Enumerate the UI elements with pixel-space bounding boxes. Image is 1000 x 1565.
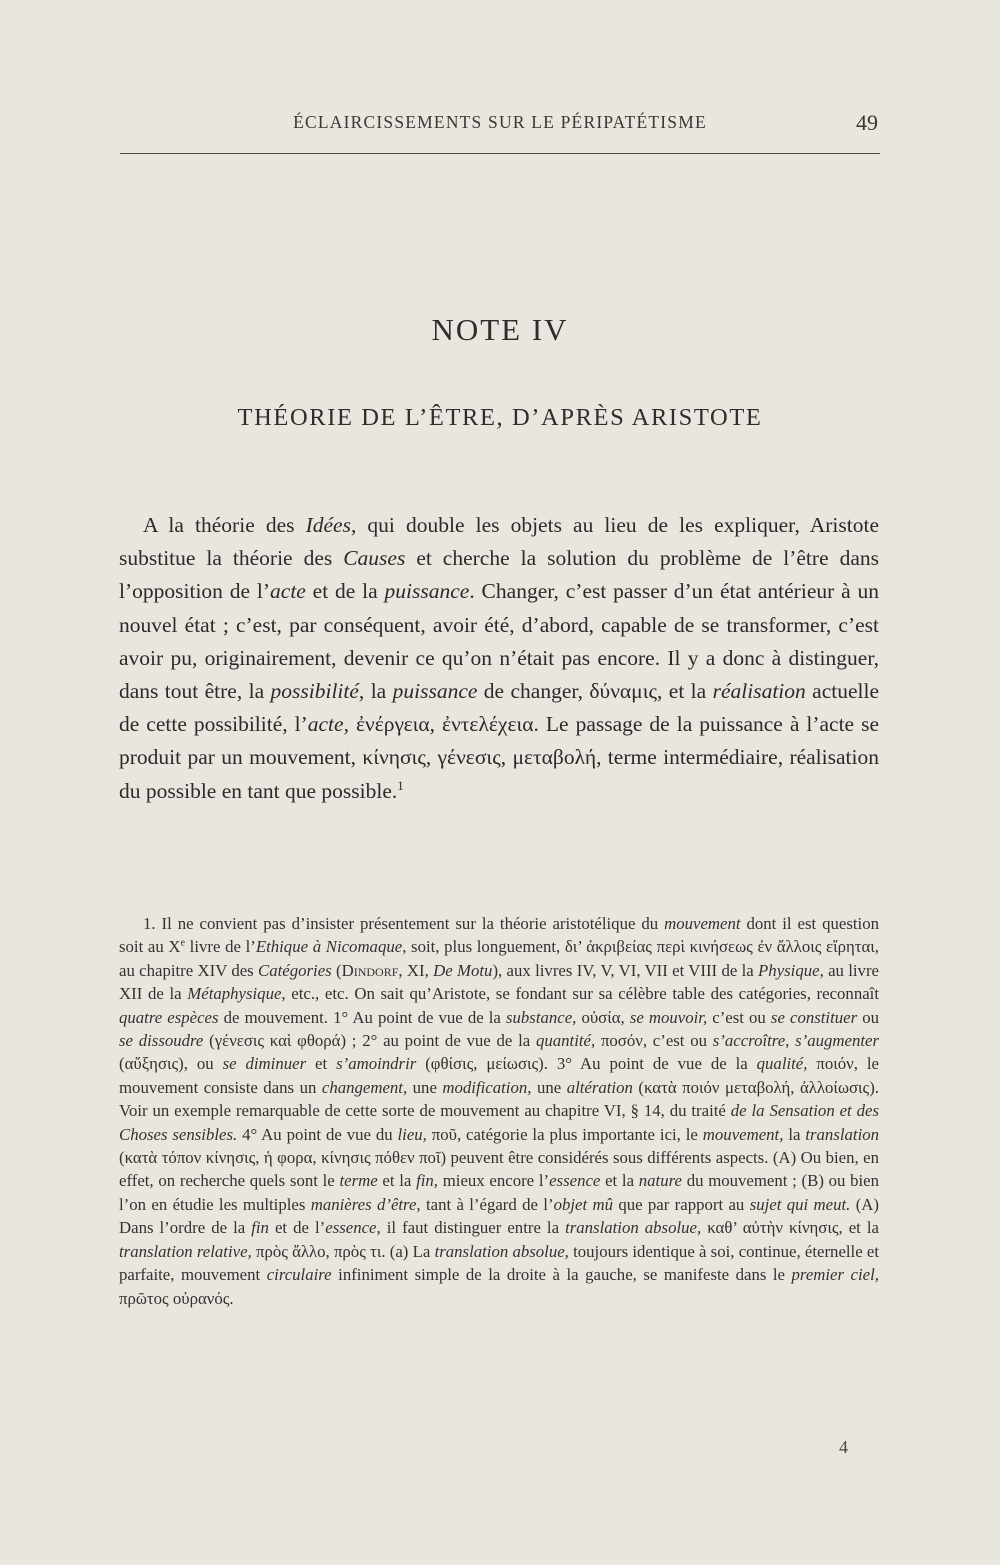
running-head bbox=[120, 112, 880, 142]
footnote-italic-run: lieu, bbox=[397, 1124, 427, 1144]
footnote-italic-run: se mouvoir, bbox=[629, 1007, 708, 1027]
footnote bbox=[119, 912, 879, 1310]
author-name: Dindorf bbox=[341, 960, 399, 980]
body-text-run: de changer, δύναμις, et la bbox=[477, 679, 713, 704]
footnote-text-run: 4° Au point de vue du bbox=[237, 1124, 398, 1144]
superscript: e bbox=[180, 937, 186, 949]
footnote-italic-run: fin bbox=[251, 1218, 269, 1238]
footnote-text-run: (φθίσις, μείωσις). 3° Au point de vue de la bbox=[416, 1054, 757, 1074]
footnote-italic-run: mouvement, bbox=[702, 1124, 784, 1144]
footnote-text-run: du mouvement ; (B) ou bien l’on en étudie les multiples bbox=[119, 1171, 880, 1214]
footnote-text-run: ποσόν, c’est ou bbox=[595, 1031, 713, 1051]
page-number: 49 bbox=[856, 110, 878, 135]
body-text-run: et cherche la solution du problème de l’être dans l’opposition de l’ bbox=[119, 546, 879, 604]
footnote-text-run: ou bbox=[857, 1007, 880, 1027]
header-rule bbox=[120, 153, 880, 154]
footnote-italic-run: Ethique à Nicomaque bbox=[255, 937, 403, 957]
footnote-text-run: une bbox=[407, 1077, 443, 1097]
footnote-text-run: , soit, plus longuement, δι’ ἀκριβείας περὶ κινήσεως ἐν ἄλλοις εἴρηται, au chapitre XIV des bbox=[119, 937, 879, 980]
footnote-text-run: et la bbox=[377, 1171, 417, 1191]
footnote-italic-run: se diminuer bbox=[222, 1054, 307, 1074]
footnote-text-run: (κατὰ τόπον κίνησις, ἡ φορα, κίνησις πόθεν ποῖ) peuvent être considérés sous différents aspects. (A) Ou bien, en effet, on recherche quels sont le bbox=[119, 1148, 879, 1191]
footnote-text-run: il faut distinguer entre la bbox=[380, 1218, 566, 1238]
footnote-italic-run: s’accroître, s’augmenter bbox=[712, 1031, 879, 1051]
footnote-text-run: (γένεσις καὶ φθορά) ; 2° au point de vue de la bbox=[203, 1031, 536, 1051]
footnote-text-run: mieux encore l’ bbox=[438, 1171, 550, 1191]
footnote-italic-run: altération bbox=[566, 1077, 633, 1097]
footnote-text-run: πρῶτος οὐρανός. bbox=[119, 1288, 234, 1308]
footnote-italic-run: substance, bbox=[505, 1007, 577, 1027]
footnote-italic-run: nature bbox=[638, 1171, 682, 1191]
footnote-italic-run: se constituer bbox=[770, 1007, 858, 1027]
footnote-italic-run: qualité, bbox=[756, 1054, 808, 1074]
body-text-run: . Changer, c’est passer d’un état antérieur à un nouvel état ; c’est, par conséquent, avoir été, d’abord, capable de se transformer, c’est avoir pu, originairement, devenir ce qu’on n’était pas encore. Il y a donc à distinguer, dans tout être, la bbox=[119, 579, 879, 704]
body-text-run: , qui double les objets au lieu de les expliquer, Aristote substitue la théorie des bbox=[119, 513, 879, 571]
footnote-italic-run: translation absolue, bbox=[565, 1218, 702, 1238]
footnote-italic-run: changement, bbox=[321, 1077, 408, 1097]
footnote-italic-run: De Motu bbox=[433, 960, 493, 980]
footnote-text-run: πρὸς ἄλλο, πρὸς τι. (a) La bbox=[251, 1241, 435, 1261]
footnote-text-run: καθ’ αὐτὴν κίνησις, et la bbox=[701, 1218, 879, 1238]
note-title: THÉORIE DE L’ÊTRE, D’APRÈS ARISTOTE bbox=[237, 404, 763, 431]
body-italic-run: Idées bbox=[305, 513, 351, 537]
footnote-italic-run: modification, bbox=[442, 1077, 532, 1097]
footnote-text-run: οὐσία, bbox=[576, 1007, 630, 1027]
footnote-text-run: (αὔξησις), ou bbox=[119, 1054, 223, 1074]
footnote-italic-run: Physique bbox=[758, 960, 820, 980]
footnote-text-run: toujours identique à soi, continue, éternelle et parfaite, mouvement bbox=[119, 1241, 880, 1285]
footnote-italic-run: circulaire bbox=[266, 1265, 332, 1285]
body-italic-run: possibilité, bbox=[270, 679, 365, 704]
footnote-italic-run: translation relative, bbox=[119, 1241, 252, 1261]
footnote-text-run: de mouvement. 1° Au point de vue de la bbox=[218, 1007, 506, 1027]
body-italic-run: puissance bbox=[384, 579, 470, 604]
body-italic-run: acte, bbox=[307, 712, 349, 737]
footnote-italic-run: manières d’être, bbox=[310, 1194, 421, 1214]
note-heading: NOTE IV bbox=[431, 312, 569, 347]
footnote-italic-run: s’amoindrir bbox=[336, 1054, 417, 1074]
footnote-text-run: et la bbox=[600, 1171, 639, 1191]
footnote-italic-run: quantité, bbox=[535, 1031, 596, 1051]
footnote-italic-run: terme bbox=[339, 1171, 378, 1191]
footnote-text-run: la bbox=[783, 1124, 806, 1144]
footnote-italic-run: se dissoudre bbox=[119, 1031, 204, 1051]
footnote-italic-run: Métaphysique bbox=[187, 984, 282, 1004]
footnote-text-run: ποιόν, le mouvement consiste dans un bbox=[119, 1054, 879, 1097]
footnote-text-run: ποῦ, catégorie la plus importante ici, le bbox=[426, 1124, 703, 1144]
body-italic-run: réalisation bbox=[712, 679, 806, 704]
footnote-text-run: dont il est question soit au X bbox=[119, 914, 880, 957]
footnote-italic-run: premier ciel, bbox=[791, 1265, 879, 1285]
body-text-run: et de la bbox=[305, 579, 385, 604]
body-text-run: ἐνέργεια, ἐντελέχεια. Le passage de la puissance à l’acte se produit par un mouvement, κίνησις, γένεσις, μεταβολή, terme intermédiaire, réalisation du possible en tant que possible. bbox=[119, 712, 879, 803]
footnote-text-run: , au livre XII de la bbox=[119, 960, 879, 1004]
footnote-text-run: , XI, bbox=[398, 960, 434, 980]
footnote-italic-run: translation bbox=[805, 1124, 880, 1144]
signature-mark: 4 bbox=[839, 1437, 848, 1457]
footnote-text-run: (A) Dans l’ordre de la bbox=[119, 1194, 879, 1238]
footnote-italic-run: Catégories bbox=[258, 960, 332, 980]
body-text-run: la bbox=[364, 679, 393, 704]
footnote-italic-run: sujet qui meut. bbox=[749, 1194, 851, 1214]
footnote-italic-run: de la Sensation et des Choses sensibles. bbox=[119, 1101, 879, 1144]
footnote-text-run: que par rapport au bbox=[612, 1194, 750, 1214]
footnote-text-run: et de l’ bbox=[268, 1218, 326, 1238]
body-paragraph bbox=[119, 509, 879, 808]
body-text-run: actuelle de cette possibilité, l’ bbox=[119, 679, 879, 737]
footnote-italic-run: objet mû bbox=[553, 1194, 613, 1214]
footnote-text-run: (κατὰ ποιόν μεταβολή, ἀλλοίωσις). Voir un exemple remarquable de cette sorte de mouvement au chapitre VI, § 14, du traité bbox=[119, 1077, 879, 1121]
footnote-text-run: ), aux livres IV, V, VI, VII et VIII de la bbox=[492, 960, 759, 980]
footnote-italic-run: fin, bbox=[416, 1171, 439, 1191]
body-text-run: A la théorie des bbox=[143, 513, 306, 537]
footnote-text-run: et bbox=[306, 1054, 337, 1074]
footnote-text-run: , etc., etc. On sait qu’Aristote, se fondant sur sa célèbre table des catégories, reconnaît bbox=[281, 984, 879, 1004]
footnote-text-run: tant à l’égard de l’ bbox=[420, 1194, 554, 1214]
footnote-text-run: infiniment simple de la droite à la gauche, se manifeste dans le bbox=[331, 1265, 792, 1285]
running-title: ÉCLAIRCISSEMENTS SUR LE PÉRIPATÉTISME bbox=[293, 112, 707, 132]
footnote-text-run: c’est ou bbox=[707, 1007, 771, 1027]
body-italic-run: Causes bbox=[343, 546, 406, 571]
footnote-italic-run: essence bbox=[549, 1171, 601, 1191]
footnote-italic-run: mouvement bbox=[664, 914, 741, 933]
footnote-text-run: 1. Il ne convient pas d’insister présentement sur la théorie aristotélique du bbox=[143, 914, 665, 933]
footnote-italic-run: essence, bbox=[325, 1218, 381, 1238]
footnote-italic-run: quatre espèces bbox=[119, 1007, 219, 1027]
footnote-text-run: ( bbox=[331, 960, 342, 980]
body-italic-run: acte bbox=[270, 579, 306, 604]
footnote-italic-run: translation absolue, bbox=[434, 1241, 569, 1261]
body-italic-run: puissance bbox=[392, 679, 478, 704]
footnote-text-run: une bbox=[531, 1077, 567, 1097]
footnote-reference: 1 bbox=[397, 778, 404, 793]
footnote-text-run: livre de l’ bbox=[185, 937, 256, 957]
